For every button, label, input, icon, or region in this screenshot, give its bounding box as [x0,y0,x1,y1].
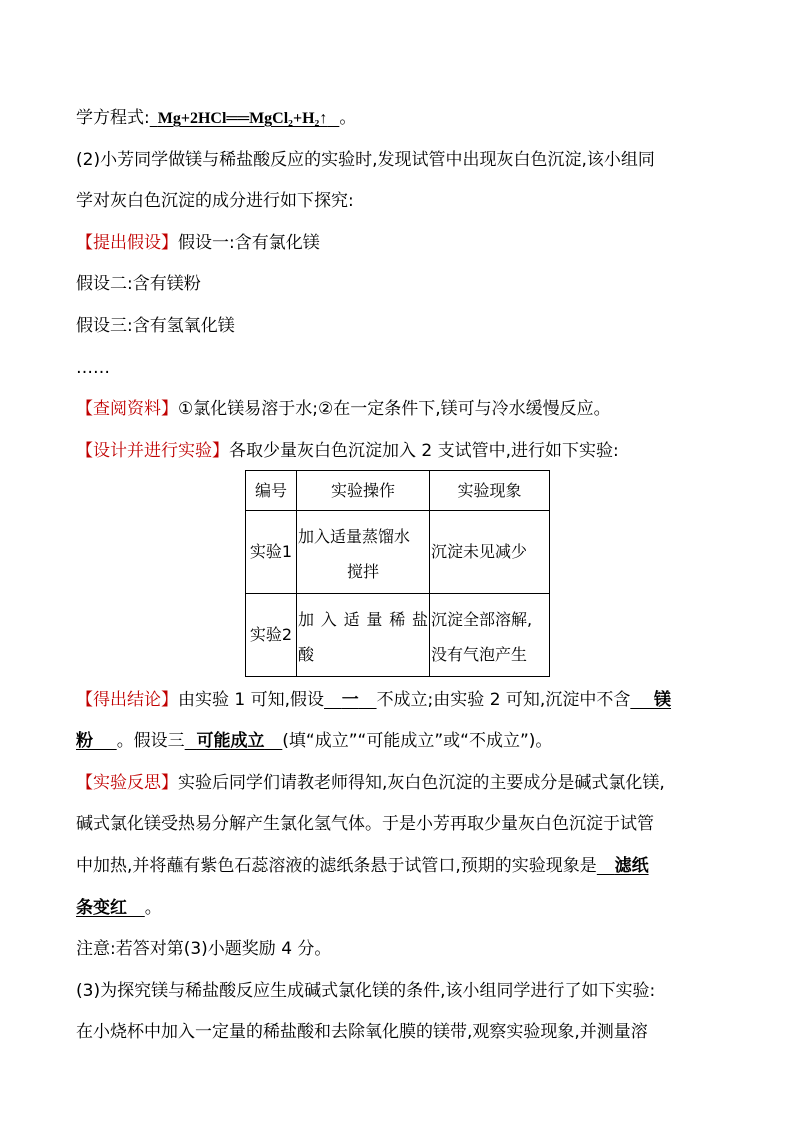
hypothesis-one: 假设一:含有氯化镁 [178,233,320,253]
answer-phenomenon-part2 [76,898,145,918]
header-operation: 实验操作 [297,471,430,511]
answer-hypothesis-three-text: 可能成立 [196,731,265,751]
row2-id: 实验2 [246,594,297,677]
chemical-equation: Mg+2HCl══MgCl₂+H₂↑ [157,110,328,127]
row1-observation-line1: 沉淀未见减少 [431,542,528,561]
reference-text: ①氯化镁易溶于水;②在一定条件下,镁可与冷水缓慢反应。 [178,399,611,419]
row2-operation [297,594,430,677]
para2-line1: (2)小芳同学做镁与稀盐酸反应的实验时,发现试管中出现灰白色沉淀,该小组同 [76,150,655,170]
table-row [246,594,550,677]
hypothesis-line1 [76,231,320,255]
design-tag: 【设计并进行实验】 [76,441,229,461]
row1-observation [430,511,550,594]
header-observation: 实验现象 [430,471,550,511]
hypothesis-two: 假设二:含有镁粉 [76,274,201,294]
answer-absent-part2 [76,731,117,751]
bonus-note: 注意:若答对第(3)小题奖励 4 分。 [76,939,332,959]
header-id: 编号 [246,471,297,511]
reflection-line4 [76,896,162,920]
row2-observation [430,594,550,677]
row2-operation-line1: 加入适量稀盐 [298,610,428,629]
answer-phenomenon-part1 [597,856,649,876]
para3-line2: 在小烧杯中加入一定量的稀盐酸和去除氧化膜的镁带,观察实验现象,并测量溶 [76,1022,648,1042]
reflection-text4: 。 [144,898,162,918]
reflection-text1: 实验后同学们请教老师得知,灰白色沉淀的主要成分是碱式氯化镁, [178,773,665,793]
reflection-tag: 【实验反思】 [76,773,178,793]
answer-hypothesis-number-text: 一 [341,690,359,710]
conclusion-text2: 不成立;由实验 2 可知,沉淀中不含 [376,690,631,710]
answer-absent-part1-text: 镁 [654,690,672,710]
equation-line [76,106,356,131]
equation-answer [150,110,340,127]
para2-line2: 学对灰白色沉淀的成分进行如下探究: [76,191,354,211]
equation-suffix: 。 [339,108,357,128]
design-line [76,439,619,463]
conclusion-text3: 。假设三 [116,731,185,751]
row1-id: 实验1 [246,511,297,594]
conclusion-line2 [76,729,552,753]
reflection-line2: 碱式氯化镁受热易分解产生氯化氢气体。于是小芳再取少量灰白色沉淀于试管 [76,814,654,834]
reference-line [76,397,611,421]
reference-tag: 【查阅资料】 [76,399,178,419]
row2-observation-line2: 没有气泡产生 [431,645,528,664]
answer-hypothesis-three [185,731,283,751]
answer-absent-part2-text: 粉 [76,731,93,751]
hypothesis-tag: 【提出假设】 [76,233,178,253]
row1-operation [297,511,430,594]
row2-observation-line1: 沉淀全部溶解, [431,610,533,629]
reflection-text3: 中加热,并将蘸有紫色石蕊溶液的滤纸条悬于试管口,预期的实验现象是 [76,856,597,876]
hypothesis-three: 假设三:含有氢氧化镁 [76,316,235,336]
conclusion-line1 [76,688,671,712]
table-header-row [246,471,550,511]
table-row [246,511,550,594]
design-text: 各取少量灰白色沉淀加入 2 支试管中,进行如下实验: [229,441,619,461]
row2-operation-line2: 酸 [298,645,315,664]
answer-phenomenon-part1-text: 滤纸 [614,856,649,876]
conclusion-tag: 【得出结论】 [76,690,178,710]
equation-prefix: 学方程式: [76,108,150,128]
hypothesis-ellipsis: …… [76,358,110,378]
conclusion-text4: (填“成立”“可能成立”或“不成立”)。 [282,731,553,751]
answer-hypothesis-number [324,690,377,710]
row1-operation-line1: 加入适量蒸馏水 [298,527,411,546]
reflection-line1 [76,771,665,795]
para3-line1: (3)为探究镁与稀盐酸反应生成碱式氯化镁的条件,该小组同学进行了如下实验: [76,981,656,1001]
answer-absent-part1 [630,690,671,710]
experiment-table [245,470,550,677]
row1-operation-line2: 搅拌 [346,562,379,581]
answer-phenomenon-part2-text: 条变红 [76,898,127,918]
conclusion-text1: 由实验 1 可知,假设 [178,690,325,710]
reflection-line3 [76,854,649,878]
